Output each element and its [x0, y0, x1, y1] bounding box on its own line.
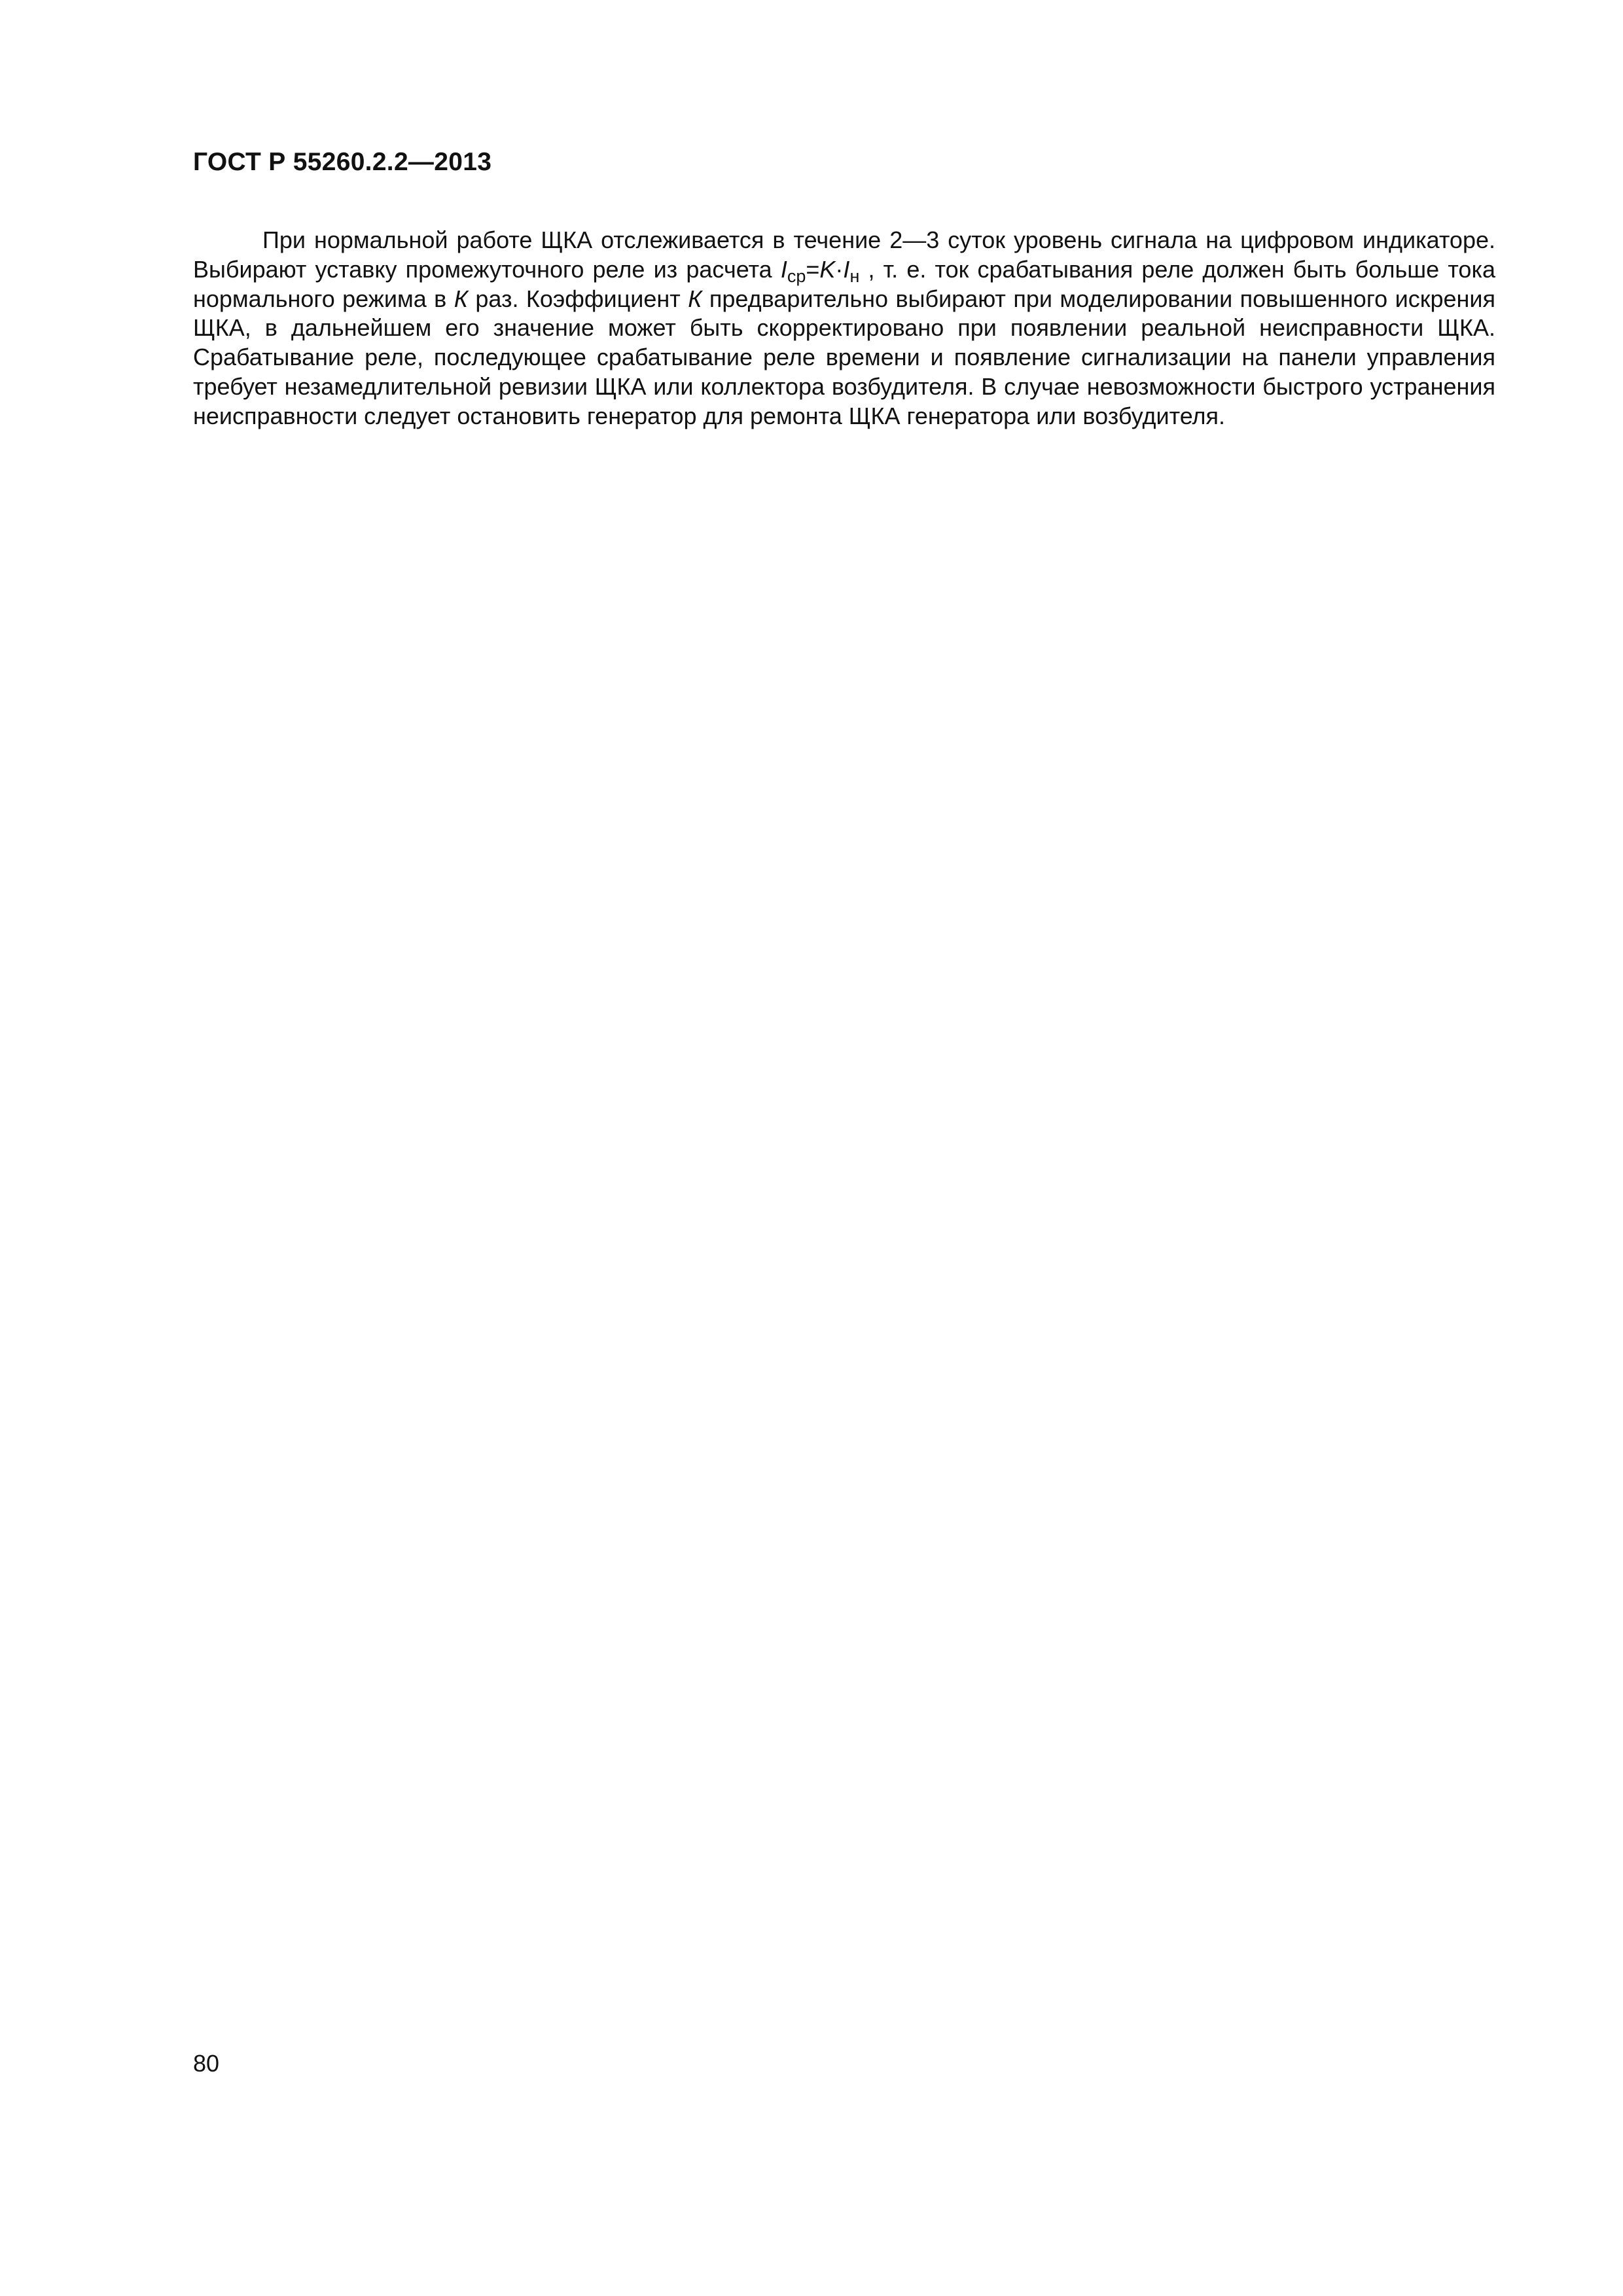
formula-subscript-sr: ср: [787, 266, 806, 286]
formula-subscript-n: н: [849, 266, 860, 286]
coefficient-k-inline-1: К: [454, 285, 468, 312]
paragraph-text-part-3: раз. Коэффициент: [467, 285, 688, 312]
document-code-header: ГОСТ Р 55260.2.2—2013: [193, 148, 492, 176]
formula-coefficient-k: K: [819, 255, 836, 283]
formula-equals: =: [806, 255, 820, 283]
paragraph-text-part-1: При нормальной работе ЩКА отслеживается в течение 2—3 суток уровень сигнала на цифровом индикаторе. Выбирают уставку промежуточного реле из расчета: [193, 226, 1495, 283]
page-number: 80: [193, 2050, 220, 2077]
formula-current-symbol: I: [780, 255, 787, 283]
formula-multiply-dot: ·: [835, 255, 844, 283]
paragraph-text-part-2: , т. е. ток срабатывания реле должен быть больше тока нормального режима в: [193, 255, 1495, 312]
body-paragraph: [193, 226, 1495, 431]
paragraph-text-part-4: предварительно выбирают при моделировании повышенного искрения ЩКА, в дальнейшем его значение может быть скорректировано при появлении реальной неисправности ЩКА. Срабатывание реле, последующее срабатывание реле времени и появление сигнализации на панели управления требует незамедлительной ревизии ЩКА или коллектора возбудителя. В случае невозможности быстрого устранения неисправности следует остановить генератор для ремонта ЩКА генератора или возбудителя.: [193, 285, 1495, 429]
formula-current-symbol-2: I: [843, 255, 850, 283]
coefficient-k-inline-2: К: [688, 285, 702, 312]
